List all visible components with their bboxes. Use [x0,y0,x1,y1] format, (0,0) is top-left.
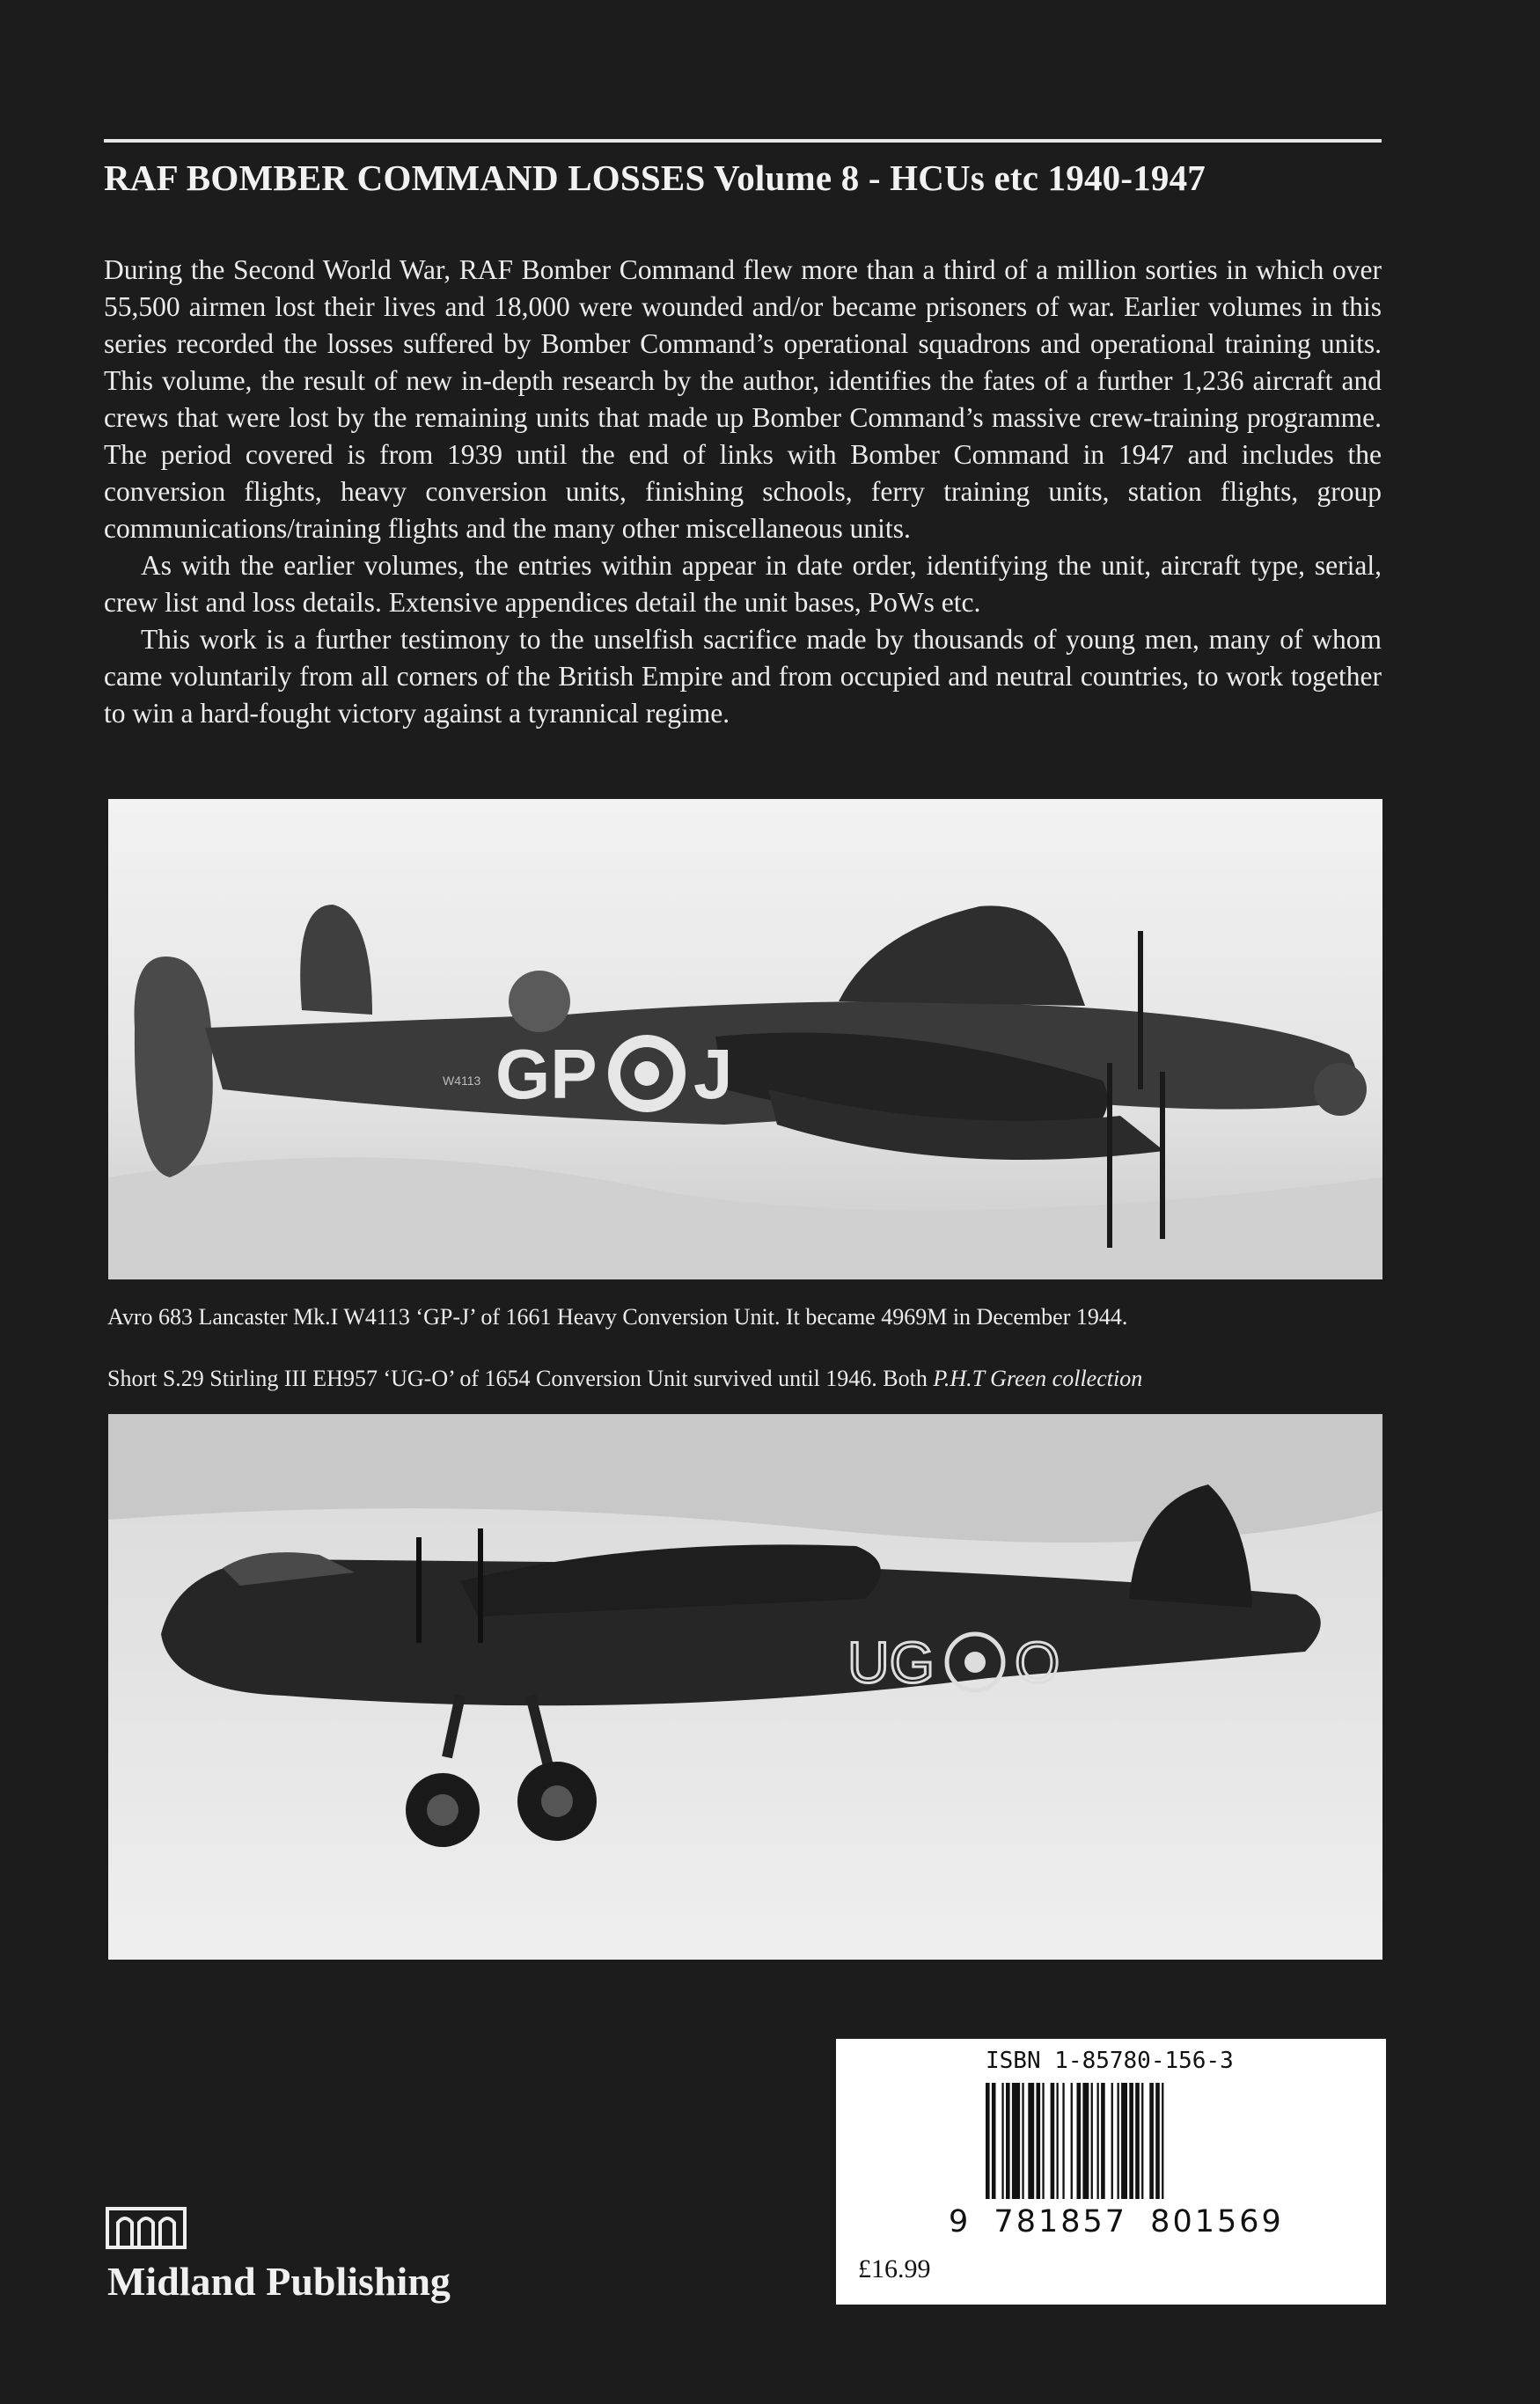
publisher-name: Midland Publishing [107,2259,451,2304]
barcode [986,2083,1250,2206]
blurb-paragraph-2: As with the earlier volumes, the entries within appear in date order, identifying the unit, aircraft type, serial, crew list and loss details. Extensive appendices detail the unit bases, PoWs etc. [104,550,1382,618]
barcode-first-digit: 9 [949,2204,972,2239]
barcode-digits [949,2204,1284,2239]
lancaster-code-suffix: J [693,1035,733,1113]
isbn-label: ISBN 1-85780-156-3 [986,2048,1234,2074]
stirling-code: UG [847,1630,935,1695]
barcode-panel [836,2039,1386,2305]
caption-stirling [107,1366,1142,1392]
stirling-code-suffix: O [1015,1630,1060,1695]
caption-stirling-text: Short S.29 Stirling III EH957 ‘UG-O’ of 1654 Conversion Unit survived until 1946. Both [107,1366,934,1391]
lancaster-photo [108,799,1382,1279]
lancaster-serial: W4113 [443,1074,481,1088]
book-arches-logo-icon [106,2203,187,2249]
barcode-group-2: 801569 [1150,2204,1284,2239]
barcode-group-1: 781857 [994,2204,1128,2239]
blurb-paragraph-3: This work is a further testimony to the unselfish sacrifice made by thousands of young men, many of whom came voluntarily from all corners of the British Empire and from occupied and neutral countries, to work together to win a hard-fought victory against a tyrannical regime. [104,624,1382,729]
top-rule [104,139,1382,143]
book-title: RAF BOMBER COMMAND LOSSES Volume 8 - HCUs etc 1940-1947 [104,158,1206,198]
stirling-photo [108,1414,1382,1960]
blurb [104,252,1382,732]
blurb-paragraph-1: During the Second World War, RAF Bomber Command flew more than a third of a million sorties in which over 55,500 airmen lost their lives and 18,000 were wounded and/or became prisoners of war. Earlier volumes in this series recorded the losses suffered by Bomber Command’s operational squadrons and operational training units. This volume, the result of new in-depth research by the author, identifies the fates of a further 1,236 aircraft and crews that were lost by the remaining units that made up Bomber Command’s massive crew-training programme. The period covered is from 1939 until the end of links with Bomber Command in 1947 and includes the conversion flights, heavy conversion units, finishing schools, ferry training units, station flights, group communications/training flights and the many other miscellaneous units. [104,254,1382,544]
caption-lancaster: Avro 683 Lancaster Mk.I W4113 ‘GP-J’ of 1661 Heavy Conversion Unit. It became 4969M in December 1944. [107,1304,1128,1330]
lancaster-code: GP [495,1035,598,1113]
price: £16.99 [858,2254,931,2283]
photo-credit: P.H.T Green collection [933,1366,1143,1391]
